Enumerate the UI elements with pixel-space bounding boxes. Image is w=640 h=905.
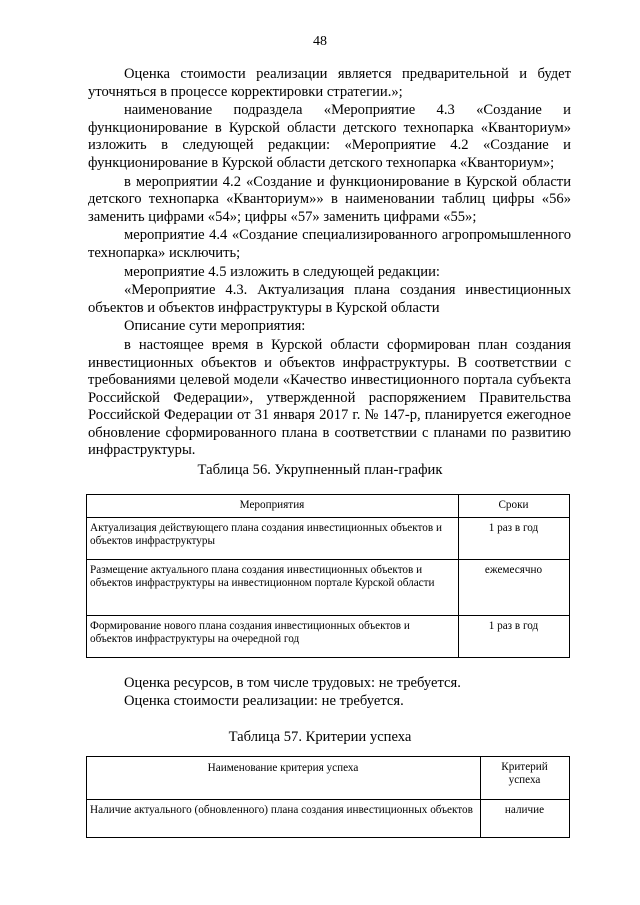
paragraph: Оценка стоимости реализации является предварительной и будет уточняться в процессе корректировки стратегии.»; xyxy=(88,66,571,100)
table-row xyxy=(87,518,570,560)
table57-caption: Таблица 57. Критерии успеха xyxy=(228,729,412,745)
table-header: Мероприятия xyxy=(87,495,459,518)
paragraph: наименование подраздела «Мероприятие 4.3 «Создание и функционирование в Курской области детского технопарка «Кванториум» изложить в следующей редакции: «Мероприятие 4.2 «Создание и функционирование в Курской области детского технопарка «Кванториум»; xyxy=(88,102,571,171)
paragraph: в мероприятии 4.2 «Создание и функционирование в Курской области детского технопарка «Кванториум»» в наименовании таблиц цифры «56» заменить цифрами «54»; цифры «57» заменить цифрами «55»; xyxy=(88,173,571,225)
table-header: Наименование критерия успеха xyxy=(87,757,481,800)
page-number: 48 xyxy=(313,34,327,49)
paragraph: мероприятие 4.4 «Создание специализированного агропромышленного технопарка» исключить; xyxy=(88,227,571,261)
paragraph: «Мероприятие 4.3. Актуализация плана создания инвестиционных объектов и объектов инфраструктуры в Курской области xyxy=(88,282,571,316)
table-header-row xyxy=(87,757,570,800)
table-header-row xyxy=(87,495,570,518)
paragraph: Описание сути мероприятия: xyxy=(124,318,306,335)
resources-block xyxy=(124,674,574,710)
table56-caption: Таблица 56. Укрупненный план-график xyxy=(197,462,443,478)
cost-line: Оценка стоимости реализации: не требуется. xyxy=(124,693,404,709)
table-cell: Формирование нового плана создания инвестиционных объектов и объектов инфраструктуры на очередной год xyxy=(87,616,459,658)
table-row xyxy=(87,560,570,616)
table-header: Сроки xyxy=(459,495,570,518)
table-cell: Наличие актуального (обновленного) плана создания инвестиционных объектов xyxy=(87,800,481,838)
table-cell: ежемесячно xyxy=(459,560,570,616)
table-cell: Актуализация действующего плана создания инвестиционных объектов и объектов инфраструктуры xyxy=(87,518,459,560)
body-text xyxy=(88,66,571,460)
table-cell: 1 раз в год xyxy=(459,518,570,560)
table-row xyxy=(87,800,570,838)
table-row xyxy=(87,616,570,658)
table-cell: 1 раз в год xyxy=(459,616,570,658)
table-cell: Размещение актуального плана создания инвестиционных объектов и объектов инфраструктуры на инвестиционном портале Курской области xyxy=(87,560,459,616)
table56 xyxy=(86,494,570,658)
table57 xyxy=(86,756,570,838)
table-cell: наличие xyxy=(481,800,570,838)
resources-line: Оценка ресурсов, в том числе трудовых: не требуется. xyxy=(124,675,461,691)
paragraph: в настоящее время в Курской области сформирован план создания инвестиционных объектов и объектов инфраструктуры. В соответствии с требованиями целевой модели «Качество инвестиционного портала субъекта Российской Федерации», утвержденной распоряжением Правительства Российской Федерации от 31 января 2017 г. № 147-р, планируется ежегодное обновление сформированного плана в соответствии с планами по развитию инфраструктуры. xyxy=(88,336,571,459)
table-header: Критерий успеха xyxy=(481,757,570,800)
paragraph: мероприятие 4.5 изложить в следующей редакции: xyxy=(124,263,440,280)
